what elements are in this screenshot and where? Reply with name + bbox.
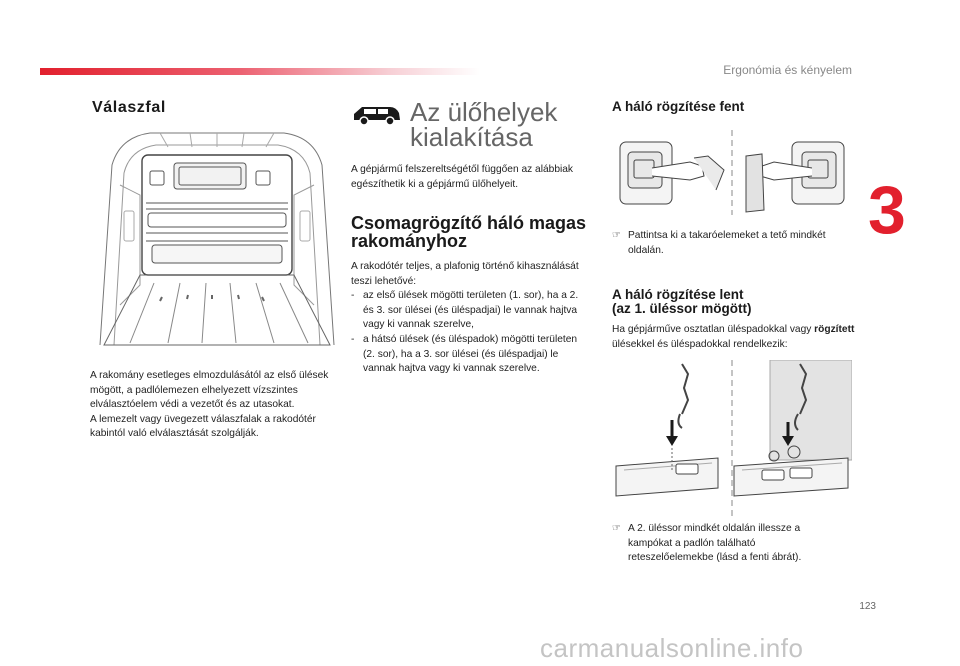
page-number: 123 <box>859 601 876 612</box>
cargo-net-heading <box>351 214 596 250</box>
list-item <box>351 333 587 377</box>
seating-intro: A gépjármű felszereltségétől függően az alábbiak egészíthetik ki a gépjármű ülőhelyeit. <box>351 164 574 190</box>
step-text: Pattintsa ki a takaróelemeket a tető mindkét oldalán. <box>628 230 826 256</box>
step-text: A 2. üléssor mindkét oldalán illessze a kampókat a padlón található reteszelőelemekbe (lásd a fenti ábrát). <box>628 523 802 564</box>
seating-title-line: kialakítása <box>410 122 533 152</box>
partition-text <box>90 369 340 442</box>
list-item <box>351 289 587 333</box>
cargo-area-illustration <box>90 125 344 351</box>
cargo-net-heading-line: Csomagrögzítő háló magas <box>351 213 587 233</box>
step-top <box>612 229 842 258</box>
cargo-net-heading-line: rakományhoz <box>351 231 468 251</box>
cargo-net-paragraph: A rakodótér teljes, a plafonig történő kihasználását teszi lehetővé: <box>351 261 579 287</box>
chapter-number: 3 <box>868 172 906 248</box>
pointing-hand-icon: ☞ <box>612 523 621 534</box>
net-bottom-heading <box>612 288 752 316</box>
paragraph-text: ülésekkel és üléspadokkal rendelkezik: <box>612 338 788 350</box>
paragraph-text: Ha gépjárműve osztatlan üléspadokkal vagy <box>612 324 815 335</box>
seating-title <box>410 97 558 152</box>
list-item-text: a hátsó ülések (és üléspadok) mögötti területen (2. sor), ha a 3. sor ülései (és üléspadjai) le vannak hajtva vagy ki vannak szerelve. <box>363 333 578 375</box>
list-item-text: az első ülések mögötti területen (1. sor), ha a 2. és 3. sor ülései (és üléspadjai) le vannak hajtva vagy ki vannak szerelve, <box>363 290 579 331</box>
net-bottom-heading-line: A háló rögzítése lent <box>612 287 744 302</box>
van-seat-icon <box>352 104 402 126</box>
partition-paragraph: A rakomány esetleges elmozdulásától az első ülések mögött, a padlólemezen elhelyezett vízszintes elválasztóelem védi a vezetőt és az utasokat. <box>90 370 329 411</box>
net-top-heading: A háló rögzítése fent <box>612 99 745 114</box>
step-bottom <box>612 522 842 566</box>
paragraph-bold-text: rögzített <box>814 324 855 335</box>
pointing-hand-icon: ☞ <box>612 230 621 241</box>
seating-title-line: Az ülőhelyek <box>410 97 558 127</box>
net-bottom-paragraph <box>612 323 860 352</box>
watermark: carmanualsonline.info <box>540 633 804 663</box>
net-top-fixing-illustration <box>612 130 852 215</box>
partition-paragraph: A lemezelt vagy üvegezett válaszfalak a rakodótér kabintól való elválasztását szolgálják. <box>90 413 316 440</box>
net-bottom-fixing-illustration <box>612 360 852 520</box>
partition-heading: Válaszfal <box>92 99 166 116</box>
section-title: Ergonómia és kényelem <box>723 63 852 77</box>
header-accent-bar <box>40 68 480 75</box>
bullet-marker: - <box>351 333 355 345</box>
cargo-net-text <box>351 260 587 377</box>
net-bottom-heading-line: (az 1. üléssor mögött) <box>612 301 752 316</box>
bullet-marker: - <box>351 290 355 302</box>
